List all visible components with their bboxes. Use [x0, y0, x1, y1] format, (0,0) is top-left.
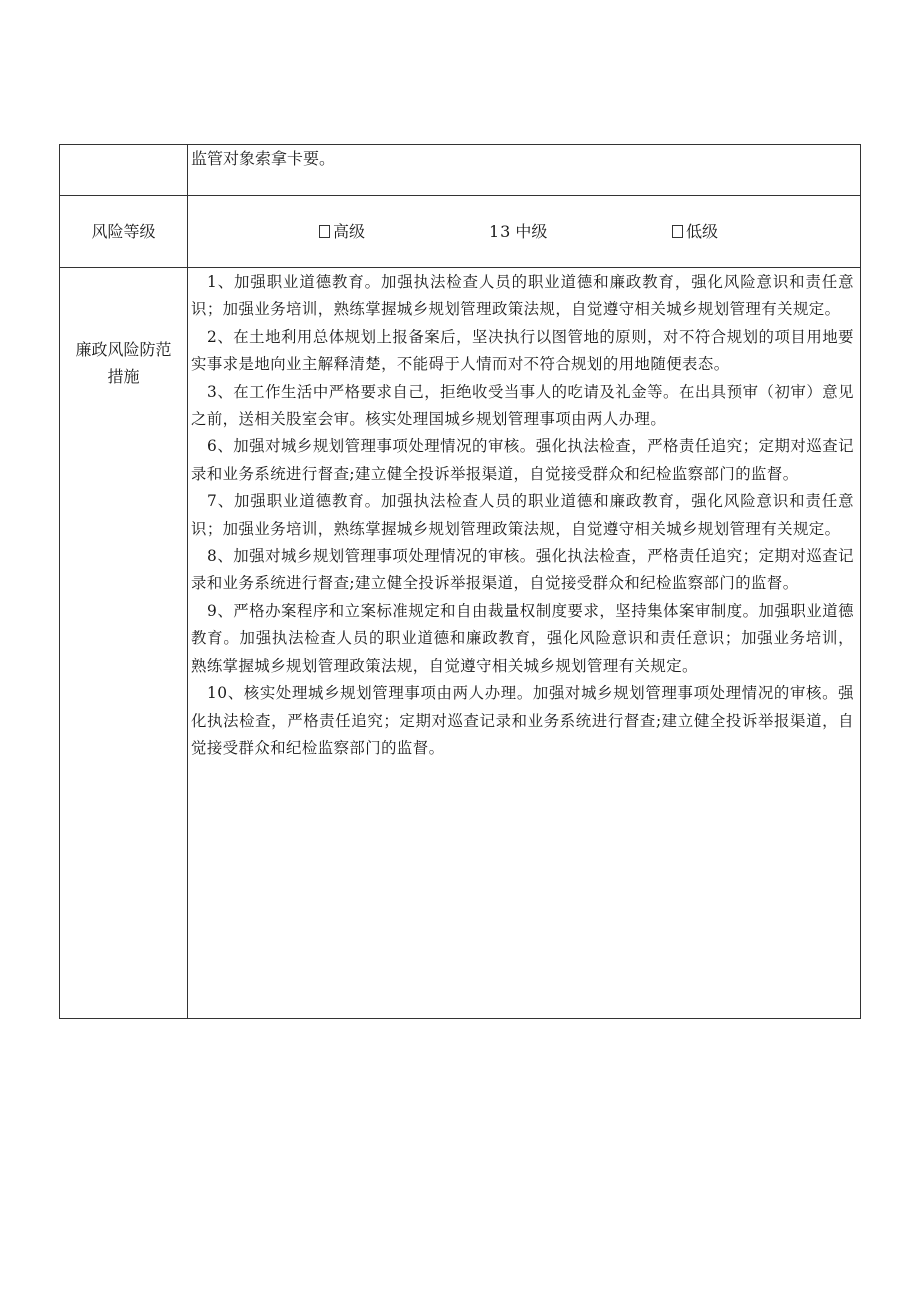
measures-content	[188, 268, 861, 1019]
continuation-row	[60, 145, 861, 196]
risk-level-medium-number: 13	[489, 221, 512, 241]
measure-item: 7、加强职业道德教育。加强执法检查人员的职业道德和廉政教育，强化风险意识和责任意识；加强业务培训，熟练掌握城乡规划管理政策法规，自觉遵守相关城乡规划管理有关规定。	[191, 492, 854, 538]
measure-item: 9、严格办案程序和立案标准规定和自由裁量权制度要求，坚持集体案审制度。加强职业道德教育。加强执法检查人员的职业道德和廉政教育，强化风险意识和责任意识；加强业务培训，熟练掌握城乡规划管理政策法规，自觉遵守相关城乡规划管理有关规定。	[191, 601, 854, 675]
risk-level-medium-label: 中级	[515, 221, 548, 241]
risk-level-high-option	[319, 220, 365, 244]
measure-item: 3、在工作生活中严格要求自己，拒绝收受当事人的吃请及礼金等。在出具预审（初审）意见之前，送相关股室会审。核实处理国城乡规划管理事项由两人办理。	[191, 382, 854, 429]
checkbox-empty-icon	[319, 225, 330, 238]
measures-label	[60, 268, 188, 1019]
measure-item: 1、加强职业道德教育。加强执法检查人员的职业道德和廉政教育，强化风险意识和责任意识；加强业务培训，熟练掌握城乡规划管理政策法规，自觉遵守相关城乡规划管理有关规定。	[191, 273, 854, 319]
measure-item: 8、加强对城乡规划管理事项处理情况的审核。强化执法检查，严格责任追究；定期对巡查记录和业务系统进行督查;建立健全投诉举报渠道，自觉接受群众和纪检监察部门的监督。	[191, 547, 854, 593]
risk-level-options	[188, 220, 860, 244]
continuation-text: 监管对象索拿卡要。	[188, 145, 861, 196]
risk-level-low-label: 低级	[686, 221, 719, 241]
risk-control-table	[59, 144, 861, 1019]
checkbox-empty-icon	[672, 225, 683, 238]
measures-label-line2: 措施	[107, 367, 140, 386]
continuation-label-cell	[60, 145, 188, 196]
measure-item: 6、加强对城乡规划管理事项处理情况的审核。强化执法检查，严格责任追究；定期对巡查记录和业务系统进行督查;建立健全投诉举报渠道，自觉接受群众和纪检监察部门的监督。	[191, 437, 854, 483]
risk-level-low-option	[672, 220, 718, 244]
risk-level-medium-option	[489, 220, 547, 244]
risk-level-label: 风险等级	[60, 196, 188, 268]
risk-level-row	[60, 196, 861, 268]
risk-level-options-cell	[188, 196, 861, 268]
risk-level-high-label: 高级	[333, 221, 366, 241]
measures-row	[60, 268, 861, 1019]
measure-item: 2、在土地利用总体规划上报备案后，坚决执行以图管地的原则，对不符合规划的项目用地要实事求是地向业主解释清楚，不能碍于人情而对不符合规划的用地随便表态。	[191, 327, 854, 374]
measures-label-line1: 廉政风险防范	[75, 340, 172, 359]
measure-item: 10、核实处理城乡规划管理事项由两人办理。加强对城乡规划管理事项处理情况的审核。强化执法检查，严格责任追究；定期对巡查记录和业务系统进行督查;建立健全投诉举报渠道，自觉接受群众和纪检监察部门的监督。	[191, 684, 854, 757]
